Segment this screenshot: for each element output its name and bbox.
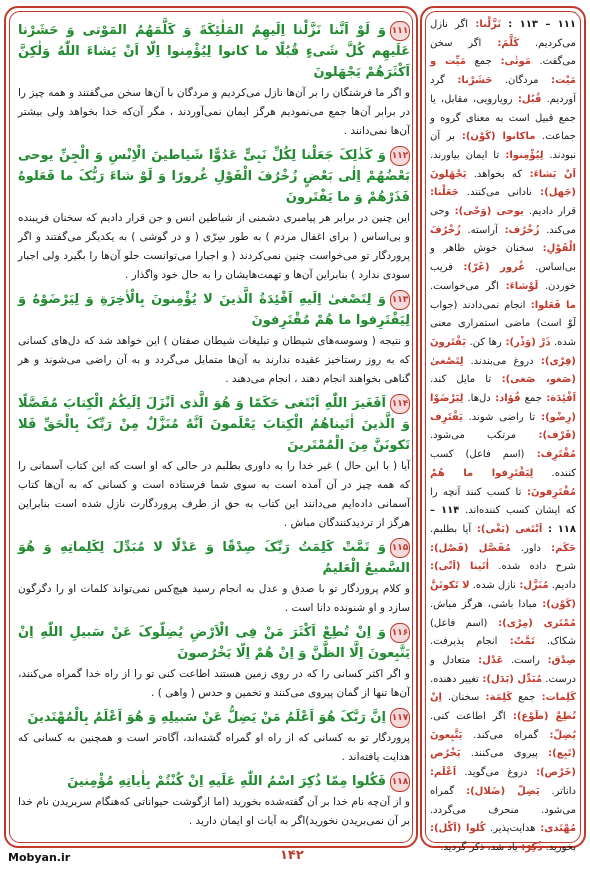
glossary-term: کَلِمَة:	[479, 692, 513, 704]
glossary-definition: دل‌ها.	[463, 393, 491, 405]
glossary-term: یَتَّبِعونَ (تَبِع):	[430, 729, 576, 760]
glossary-definition: دادیم.	[548, 580, 576, 592]
verse-block	[18, 707, 410, 767]
verse-block	[18, 289, 410, 389]
glossary-definition: اگر اطاعت کنی.	[430, 711, 506, 723]
verse-arabic	[18, 289, 410, 331]
glossary-definition: نادانی می‌کنند.	[458, 187, 532, 199]
glossary-definition: رها کن.	[466, 336, 502, 348]
glossary-definition: تا ایمان بیاورند.	[430, 149, 500, 161]
glossary-range-header: ۱۱۴ – ۱۱۸ :	[430, 505, 577, 535]
glossary-term: لِیَقْتَرِفوا ما هُمْ مُقْتَرِفونَ:	[430, 467, 576, 498]
glossary-term: نَزَّلْنا:	[468, 19, 501, 30]
glossary-term: مُفَصَّل (فَصْل):	[430, 542, 511, 554]
glossary-definition: هدایت‌پذیر.	[485, 823, 536, 835]
glossary-term: یَضِلّ (ضَلال):	[454, 785, 540, 797]
glossary-definition: گرد آوردیم.	[430, 75, 576, 105]
verse-translation: و اگر ما فرشتگان را بر آن‌ها نازل می‌کردیم و مردگان با آن‌ها سخن می‌گفتند و همه چیز را در برابر آن‌ها جمع می‌نمودیم هرگز ایمان نمی‌آوردند ، مگر آن‌که خدا بخواهد ولی بیشتر آن‌ها نمی‌دانند .	[18, 87, 410, 137]
verse-arabic-text: وَ کَذٰلِکَ جَعَلْنا لِکُلِّ نَبِیٍّ عَدُوًّا شَیاطینَ الْاِنْسِ وَ الْجِنِّ یوحی بَعْضُهُمْ اِلٰی بَعْضٍ زُخْرُفَ الْقَوْلِ غُرورًا وَ لَوْ شاءَ رَبُّکَ ما فَعَلوهُ فَذَرْهُمْ وَ ما یَفْتَرونَ	[18, 148, 410, 205]
glossary-definition: قرار دادیم.	[523, 206, 576, 218]
verse-number-badge: ۱۱۲	[390, 146, 410, 166]
verse-arabic	[18, 622, 410, 664]
glossary-term: تَمَّتْ:	[497, 636, 535, 648]
glossary-definition: تا راضی شوند.	[462, 411, 536, 423]
glossary-term: عَدْل:	[470, 654, 504, 666]
verse-arabic-text: فَکُلوا مِمّا ذُکِرَ اسْمُ اللّٰهِ عَلَیهِ اِنْ کُنْتُمْ بِاٰیاتِهِ مُؤْمِنینَ	[67, 774, 386, 789]
glossary-definition: (اسم فاعل) کسب کننده.	[430, 449, 576, 479]
glossary-definition: دروغ می‌بندند.	[463, 355, 534, 367]
verse-arabic	[18, 393, 410, 456]
verse-translation: و از آن‌چه نام خدا بر آن گفته‌شده بخورید (اما ازگوشت حیواناتی که‌هنگام سربریدن نام خدا بر آن نمی‌بریدن نخورید)اگر به آیات او ایمان دارید .	[18, 796, 410, 827]
glossary-term: اَعْلَم:	[430, 767, 457, 779]
verse-translation: و نتیجه ( وسوسه‌های شیطان و تبلیغات شیطان صفتان ) این خواهد شد که دل‌های کسانی که به روز رستاخیز عقیده ندارند به آن‌ها متمایل می‌گردد و به آن راضی می‌شوند و هر گناهی بخواهند انجام دهند ، انجام می‌دهند .	[18, 335, 410, 385]
glossary-definition: اگر سخن می‌گفت.	[430, 37, 576, 68]
glossary-definition: اگر نازل می‌کردیم.	[430, 19, 576, 49]
verse-arabic-text: وَ اِنْ تُطِعْ اَکْثَرَ مَنْ فِی الْاَرْضِ یُضِلّوکَ عَنْ سَبیلِ اللّٰهِ اِنْ یَتَّبِعونَ اِلَّا الظَّنَّ وَ اِنْ هُمْ اِلّا یَخْرُصونَ	[18, 625, 410, 661]
verse-arabic	[18, 20, 410, 83]
glossary-term: مُبَدِّل (بَدَل):	[478, 673, 543, 685]
glossary-definition: جمع	[512, 692, 536, 704]
glossary-definition: بخورید.	[542, 841, 576, 853]
glossary-definition: شرح داده شده.	[489, 561, 577, 573]
glossary-term: غُرور (غَرّ):	[452, 262, 526, 274]
verse-arabic	[18, 707, 410, 728]
verse-block	[18, 622, 410, 703]
verse-arabic-text: اَفَغَیرَ اللّٰهِ اَبْتَغی حَکَمًا وَ هُوَ الَّذی اَنْزَلَ اِلَیکُمُ الْکِتابَ مُفَصَّلًا وَ الَّذینَ اٰتَیناهُمُ الْکِتابَ یَعْلَمونَ اَنَّهُ مُنَزَّلٌ مِنْ رَبِّکَ بِالْحَقِّ فَلا تَکونَنَّ مِنَ الْمُمْتَرینَ	[18, 396, 410, 453]
glossary-term: ما فَعَلوا:	[525, 299, 576, 311]
glossary-term: مُنَزَّل:	[515, 580, 549, 592]
glossary-definition: رویارویی، مقابل، یا جمع قبیل است به معنای گروه و جماعت.	[430, 93, 576, 143]
glossary-term: اِنْ تُطِعْ (طَوْع):	[430, 692, 577, 723]
glossary-definition: تا مایل کند.	[430, 374, 492, 386]
verse-arabic-text: اِنَّ رَبَّکَ هُوَ اَعْلَمُ مَنْ یَضِلُّ عَنْ سَبیلِهِ وَ هُوَ اَعْلَمُ بِالْمُهْتَدینَ	[27, 710, 386, 725]
glossary-term: قُبُل:	[512, 93, 542, 105]
glossary-term: ذُکِرَ:	[517, 841, 543, 853]
verse-number-badge: ۱۱۶	[390, 623, 410, 643]
glossary-term: کَلَّمَ:	[481, 37, 520, 49]
glossary-term: جَعَلْنا:	[430, 187, 459, 199]
glossary-term: لِتَصْغیٰ (صَغو، صَغی):	[430, 355, 576, 386]
verses-panel	[4, 6, 418, 848]
glossary-term: لا تَکونَنَّ (کَوْن):	[430, 580, 576, 610]
verse-number-badge: ۱۱۳	[390, 290, 410, 310]
verses-list	[18, 20, 410, 846]
glossary-definition: تغییر دهنده.	[430, 673, 479, 685]
glossary-definition: راست.	[503, 654, 540, 666]
verse-translation: پروردگار تو به کسانی که از راه او گمراه گشته‌اند، آگاه‌تر است و همچنین به کسانی که هدایت یافته‌اند .	[18, 732, 410, 763]
glossary-term: یَخْرُص (خَرْص):	[430, 748, 576, 779]
glossary-term: حَکَم:	[540, 542, 576, 554]
glossary-term: اَنْ یَشاءَ:	[522, 168, 576, 180]
glossary-definition: اگر می‌خواست.	[430, 280, 499, 292]
glossary-term: فُؤاد:	[490, 393, 521, 405]
glossary-term: ماکانوا (کَوْن):	[454, 131, 536, 143]
glossary-definition: سخنان خوش ظاهر و بی‌اساس.	[430, 243, 577, 274]
verse-block	[18, 771, 410, 831]
glossary-term: مَوتٰی:	[491, 56, 531, 68]
glossary-term: صِدْق:	[539, 654, 576, 666]
glossary-term: مُهْتَدی:	[535, 823, 577, 835]
verse-number-badge: ۱۱۵	[390, 538, 410, 558]
glossary-definition: که بخواهد.	[466, 168, 523, 180]
glossary-term: کُلوا (اَکْل):	[430, 823, 486, 835]
glossary-definition: تا کسب کنند آنچه را که ایشان کسب کننده‌اند.	[430, 486, 577, 517]
verse-translation: آیا ( با این حال ) غیر خدا را به داوری بطلبم در حالی که او است که این کتاب آسمانی را که همه چیز در آن آمده است به سوی شما فرستاده است و کسانی که به آن‌ها کتاب آسمانی داده‌ایم می‌دانند این کتاب به حق از طرف پروردگارت نازل شده است بنابراین هرگز از تردیدکنندگان مباش .	[18, 460, 410, 529]
verse-translation: و اگر اکثر کسانی را که در روی زمین هستند اطاعت کنی تو را از راه خدا گمراه می‌کنند، آن‌ها تنها از گمان پیروی می‌کنند و تخمین و حدس ( واهی ) .	[18, 668, 410, 699]
glossary-definition: آیا بطلبم.	[430, 523, 472, 535]
glossary-definition: پیروی می‌کنند.	[460, 748, 538, 760]
verse-block	[18, 537, 410, 618]
glossary-definition: مرتکب می‌شود.	[430, 430, 517, 442]
verse-block	[18, 20, 410, 141]
glossary-definition: مبادا باشی، هرگز مباش.	[430, 598, 538, 610]
glossary-definition: انجام نمی‌دادند (جواب لَوْ است) ماضی استمراری معنی شده.	[430, 299, 576, 348]
glossary-term: یَجْهَلونَ (جَهل):	[430, 168, 577, 199]
page-number: ۱۴۲	[280, 848, 304, 863]
glossary-definition: متعادل و درست.	[430, 654, 576, 685]
glossary-definition: آراسته.	[460, 224, 498, 236]
verse-translation: این چنین در برابر هر پیامبری دشمنی از شیاطین انس و جن قرار دادیم که سخنان فریبنده و بی‌اساس ( برای اغفال مردم ) به طور سِرّی ( و در گوشی ) به یکدیگر می‌گفتند و اگر پروردگار تو می‌خواست چنین نمی‌کردند ( و اجبارا می‌توانست جلو آن‌ها را بگیرد ولی اجبار سودی ندارد ) بنابراین آن‌ها و تهمت‌هایشان را به حال خود واگذار .	[18, 212, 410, 281]
glossary-definition: بر آن نبودند.	[430, 131, 577, 161]
glossary-definition: فریب خوردن.	[430, 262, 576, 292]
glossary-term: یُضِلّ:	[538, 729, 576, 741]
verse-arabic	[18, 771, 410, 792]
glossary-definition: داناتر.	[539, 785, 576, 797]
glossary-term: مُمْتَری (مِرْی):	[487, 617, 576, 629]
glossary-text	[430, 16, 577, 853]
verse-arabic	[18, 145, 410, 208]
verse-arabic-text: وَ تَمَّتْ کَلِمَتُ رَبِّکَ صِدْقًا وَ عَدْلًا لا مُبَدِّلَ لِکَلِماتِهِ وَ هُوَ السَّمیعُ الْعَلیمُ	[18, 540, 410, 576]
glossary-definition: (اسم فاعل) شکاک.	[430, 617, 577, 648]
verse-number-badge: ۱۱۴	[390, 394, 410, 414]
verse-number-badge: ۱۱۷	[390, 708, 410, 728]
glossary-term: اٰتَینا (اَتْی):	[430, 561, 490, 573]
verse-number-badge: ۱۱۸	[390, 772, 410, 792]
glossary-definition: انجام پذیرفت.	[430, 636, 498, 648]
site-label[interactable]: Mobyan.ir	[8, 851, 71, 864]
verse-arabic	[18, 537, 410, 579]
glossary-definition: داور.	[510, 542, 541, 554]
glossary-term: مَیِّت و مَیْت:	[430, 56, 577, 87]
glossary-range-header: ۱۱۱ – ۱۱۳ :	[500, 19, 576, 30]
glossary-definition: دروغ می‌گوید.	[456, 767, 528, 779]
glossary-term: زُخْرُف:	[497, 224, 540, 236]
glossary-term: ذَرْ (وَذْر):	[501, 336, 551, 348]
glossary-term: اَفْئِدَة:	[541, 393, 576, 405]
glossary-term: مُقْتَرِف:	[524, 449, 576, 461]
glossary-panel	[420, 6, 586, 853]
verse-block	[18, 393, 410, 533]
glossary-term: یَقْتَرِف (قَرْف):	[430, 411, 576, 442]
verse-arabic-text: وَ لِتَصْغیٰ اِلَیهِ اَفْئِدَةُ الَّذینَ لا یُؤْمِنونَ بِالْاٰخِرَةِ وَ لِیَرْضَوْهُ وَ لِیَقْتَرِفوا ما هُمْ مُقْتَرِفونَ	[18, 292, 410, 328]
glossary-definition: سخنان.	[441, 692, 480, 704]
glossary-definition: نازل شده.	[469, 580, 516, 592]
glossary-definition: یاد شد، ذکر گردید.	[440, 841, 518, 853]
glossary-term: لِیَرْضَوْا (رِضْو):	[430, 393, 576, 423]
glossary-term: کَلِمات:	[535, 692, 576, 704]
glossary-term: زُخْرُفَ الْقَوْلِ:	[430, 224, 576, 255]
glossary-definition: گمراه می‌شود. منحرف می‌گردد.	[430, 785, 576, 816]
glossary-term: یَفْتَرونَ (فِرْی):	[430, 336, 576, 367]
glossary-term: لِیُؤْمِنوا:	[499, 149, 544, 161]
glossary-definition: مردگان.	[492, 75, 539, 87]
glossary-term: اَبْتَغی (بَغْی):	[471, 523, 543, 535]
glossary-definition: جمع	[465, 56, 492, 68]
verse-number-badge: ۱۱۱	[390, 21, 410, 41]
verse-translation: و کلام پروردگار تو با صدق و عدل به انجام رسید هیچ‌کس نمی‌تواند کلمات او را دگرگون سازد و او شنونده دانا است .	[18, 583, 410, 614]
glossary-term: یوحی (وَحْی):	[449, 206, 524, 218]
verse-arabic-text: وَ لَوْ اَنَّنا نَزَّلْنا اِلَیهِمُ المَلٰئِکَةَ وَ کَلَّمَهُمُ المَوْتی وَ حَشَرْنا عَلَیهِم کُلَّ شَیءٍ قُبُلًا ما کانوا لِیُؤْمِنوا اِلّا اَنْ یَشاءَ اللّٰهُ وَلٰکِنَّ اَکْثَرَهُمْ یَجْهَلونَ	[18, 23, 410, 80]
glossary-term: حَشَرْنا:	[444, 75, 493, 87]
glossary-term: لَوْشاءَ:	[498, 280, 539, 292]
verse-block	[18, 145, 410, 285]
glossary-definition: گمراه می‌کند.	[462, 729, 539, 741]
glossary-definition: وحی می‌کند.	[430, 206, 576, 236]
glossary-definition: جمع	[520, 393, 542, 405]
